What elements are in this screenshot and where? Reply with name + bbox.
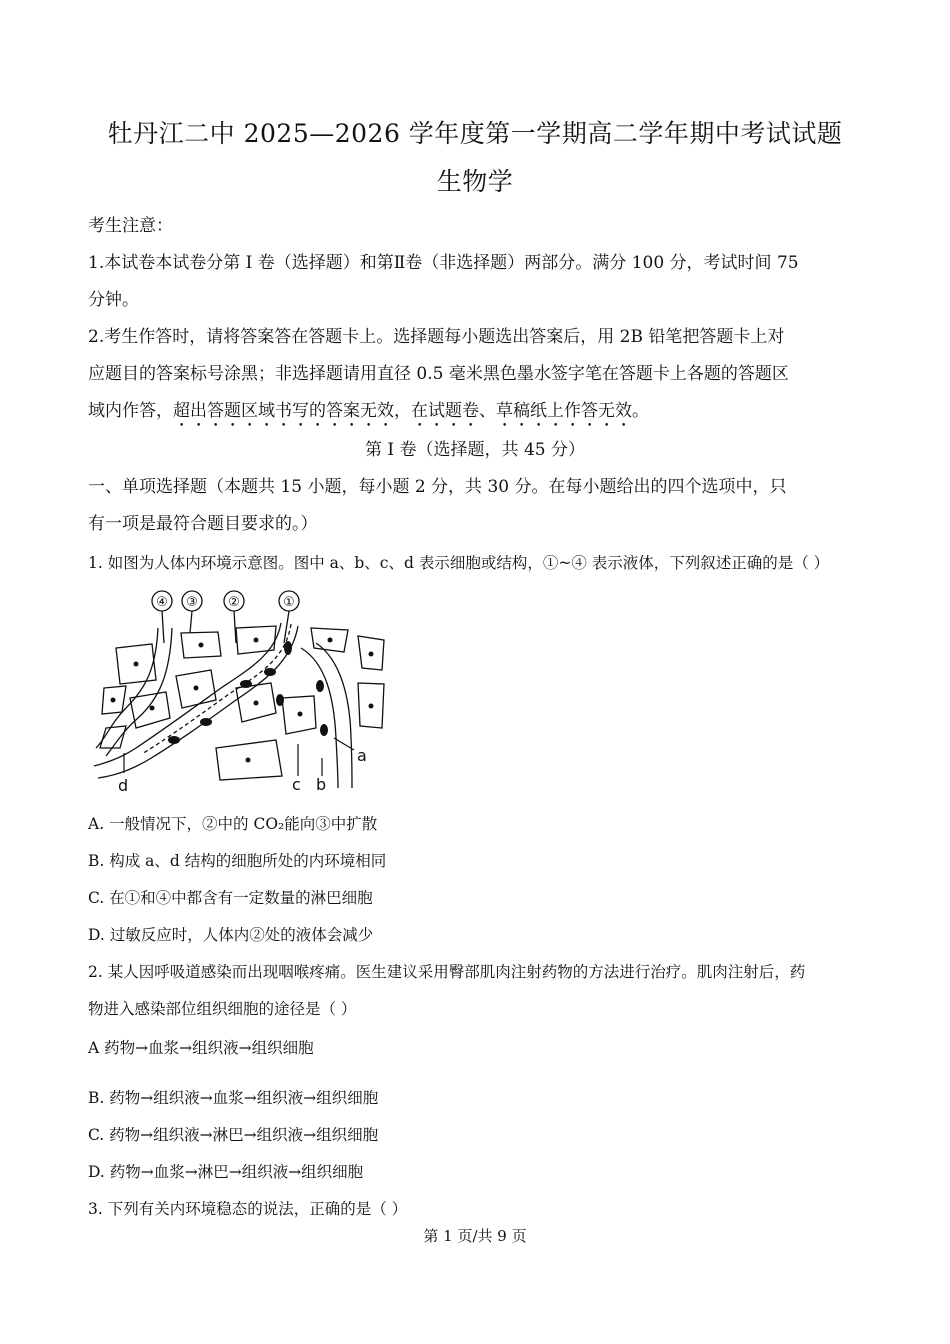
q1-stem: 1. 如图为人体内环境示意图。图中 a、b、c、d 表示细胞或结构，①~④ 表示液体，下列叙述正确的是（ ） [88, 554, 830, 572]
notice-item2-line3 [88, 393, 888, 431]
fig-label-2: ② [228, 595, 240, 610]
q3-stem: 3. 下列有关内环境稳态的说法，正确的是（ ） [88, 1200, 408, 1218]
fig-label-d: d [118, 776, 129, 795]
notice-item1-line1: 1.本试卷本试卷分第 I 卷（选择题）和第Ⅱ卷（非选择题）两部分。满分 100 分，考试时间 75 [88, 253, 799, 273]
q2-option-b: B. 药物→组织液→血浆→组织液→组织细胞 [88, 1089, 379, 1107]
section-heading: 第 I 卷（选择题，共 45 分） [365, 440, 585, 460]
fig-label-c: c [292, 775, 301, 794]
notice-item2-line3-c: 。 [632, 401, 649, 421]
notice-item1-line2: 分钟。 [88, 290, 139, 310]
exam-title: 牡丹江二中 2025—2026 学年度第一学期高二学年期中考试试题 [107, 119, 843, 148]
section-instr-line1: 一、单项选择题（本题共 15 小题，每小题 2 分，共 30 分。在每小题给出的四个选项中，只 [88, 477, 787, 497]
q2-option-d: D. 药物→血浆→淋巴→组织液→组织细胞 [88, 1163, 364, 1181]
q2-option-a: A 药物→血浆→组织液→组织细胞 [88, 1039, 314, 1057]
section-instr-line2: 有一项是最符合题目要求的。） [88, 514, 318, 534]
q1-option-d: D. 过敏反应时，人体内②处的液体会减少 [88, 926, 374, 944]
fig-label-b: b [316, 775, 327, 794]
fig-label-4: ④ [156, 595, 168, 610]
q1-option-a: A. 一般情况下，②中的 CO₂能向③中扩散 [88, 815, 378, 833]
notice-heading: 考生注意： [88, 216, 173, 236]
notice-item2-line3-a: 域内作答， [88, 401, 173, 421]
fig-label-1: ① [283, 595, 295, 610]
notice-item2-line2: 应题目的答案标号涂黑；非选择题请用直径 0.5 毫米黑色墨水签字笔在答题卡上各题的答题区 [88, 364, 789, 384]
page-footer: 第 1 页/共 9 页 [423, 1227, 527, 1245]
q2-stem-line1: 2. 某人因呼吸道感染而出现咽喉疼痛。医生建议采用臀部肌肉注射药物的方法进行治疗。肌肉注射后，药 [88, 963, 806, 981]
q2-stem-line2: 物进入感染部位组织细胞的途径是（ ） [88, 1000, 357, 1018]
fig-label-3: ③ [186, 595, 198, 610]
notice-item2-line1: 2.考生作答时，请将答案答在答题卡上。选择题每小题选出答案后，用 2B 铅笔把答题卡上对 [88, 327, 785, 347]
subject-title: 生物学 [436, 167, 514, 196]
notice-item2-emphasis: 超出答题区域书写的答案无效，在试题卷、草稿纸上作答无效 [173, 401, 632, 421]
internal-environment-figure [86, 588, 386, 798]
q2-option-c: C. 药物→组织液→淋巴→组织液→组织细胞 [88, 1126, 379, 1144]
fig-label-a: a [357, 746, 367, 765]
q1-option-b: B. 构成 a、d 结构的细胞所处的内环境相同 [88, 852, 387, 870]
q1-option-c: C. 在①和④中都含有一定数量的淋巴细胞 [88, 889, 373, 907]
